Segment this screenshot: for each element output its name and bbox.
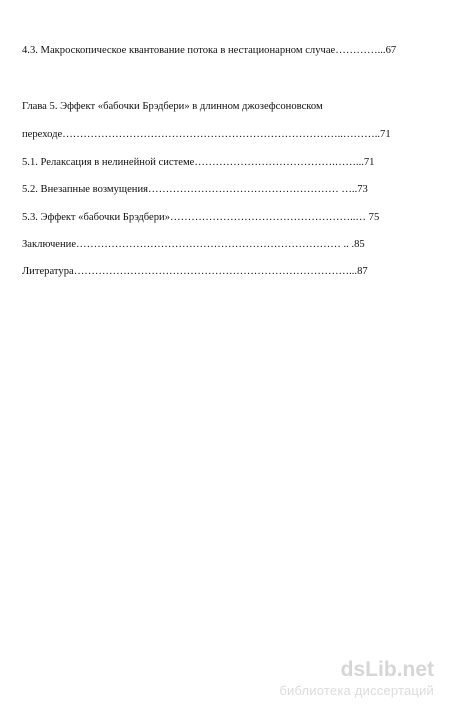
watermark-logo: dsLib.net: [340, 658, 434, 681]
watermark-subtitle: библиотека диссертаций: [279, 683, 434, 698]
toc-line-5-2: 5.2. Внезапные возмущения……………………………………………… …..73: [22, 184, 368, 195]
toc-line-chapter-5-cont: переходе……………………………………………………………………..………..71: [22, 129, 391, 140]
toc-line-conclusion: Заключение………………………………………………………………… .. .85: [22, 239, 365, 250]
toc-line-5-3: 5.3. Эффект «бабочки Брэдбери»……………………………………………..… 75: [22, 212, 380, 223]
toc-line-literature: Литература……………………………………………………………………...87: [22, 266, 368, 277]
toc-line-5-1: 5.1. Релаксация в нелинейной системе………………………………….……...71: [22, 157, 375, 168]
toc-line-4-3: 4.3. Макроскопическое квантование потока в нестационарном случае…………...67: [22, 45, 397, 56]
toc-line-chapter-5: Глава 5. Эффект «бабочки Брэдбери» в длинном джозефсоновском: [22, 101, 323, 112]
